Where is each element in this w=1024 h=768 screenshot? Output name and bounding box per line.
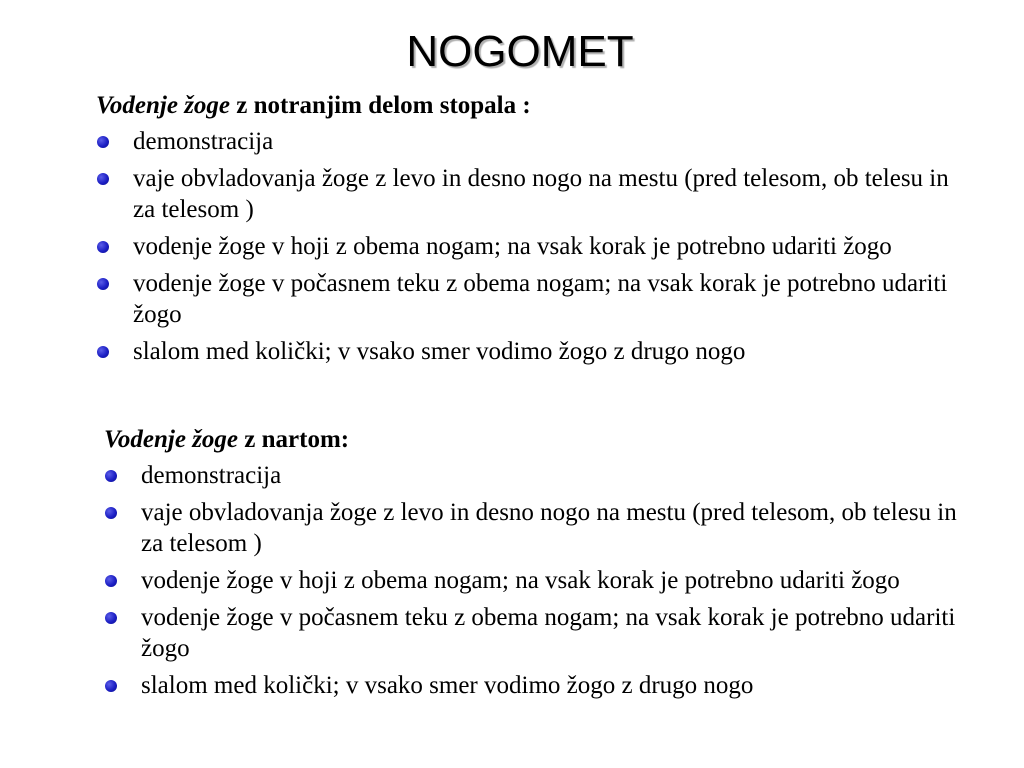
list-item-text: vaje obvladovanja žoge z levo in desno nogo na mestu (pred telesom, ob telesu in za telesom )	[133, 165, 949, 223]
list-item-text: vodenje žoge v počasnem teku z obema nogam; na vsak korak je potrebno udariti žogo	[141, 604, 956, 662]
list-item-text: slalom med količki; v vsako smer vodimo žogo z drugo nogo	[141, 672, 754, 699]
bullet-icon	[105, 575, 117, 587]
bullet-icon	[105, 680, 117, 692]
bullet-icon	[97, 173, 109, 185]
list-item	[96, 126, 956, 157]
list-item	[104, 460, 964, 491]
bullet-list	[104, 460, 964, 701]
list-item	[104, 670, 964, 701]
bullet-icon	[97, 278, 109, 290]
list-item-text: demonstracija	[133, 128, 274, 155]
section-heading-lead: Vodenje žoge	[104, 426, 239, 453]
list-item-text: vodenje žoge v počasnem teku z obema nogam; na vsak korak je potrebno udariti žogo	[133, 270, 948, 328]
list-item-text: vodenje žoge v hoji z obema nogam; na vsak korak je potrebno udariti žogo	[133, 233, 892, 260]
section-heading	[104, 424, 964, 456]
list-item-text: slalom med količki; v vsako smer vodimo žogo z drugo nogo	[133, 338, 746, 365]
section-heading-rest: z nartom:	[238, 426, 350, 453]
list-item	[104, 602, 964, 664]
bullet-icon	[97, 346, 109, 358]
list-item	[96, 231, 956, 262]
section-notranji-del-stopala	[96, 90, 956, 373]
slide-title: NOGOMET	[406, 27, 634, 76]
bullet-icon	[105, 470, 117, 482]
bullet-icon	[97, 241, 109, 253]
list-item	[96, 268, 956, 330]
bullet-icon	[105, 507, 117, 519]
list-item	[104, 497, 964, 559]
section-heading-rest: z notranjim delom stopala :	[230, 92, 531, 119]
bullet-icon	[97, 136, 109, 148]
list-item	[96, 336, 956, 367]
bullet-icon	[105, 612, 117, 624]
section-heading-lead: Vodenje žoge	[96, 92, 231, 119]
list-item	[104, 565, 964, 596]
section-heading	[96, 90, 956, 122]
list-item-text: demonstracija	[141, 462, 282, 489]
section-nart	[104, 424, 964, 707]
list-item-text: vaje obvladovanja žoge z levo in desno nogo na mestu (pred telesom, ob telesu in za telesom )	[141, 499, 957, 557]
list-item-text: vodenje žoge v hoji z obema nogam; na vsak korak je potrebno udariti žogo	[141, 567, 900, 594]
bullet-list	[96, 126, 956, 367]
list-item	[96, 163, 956, 225]
